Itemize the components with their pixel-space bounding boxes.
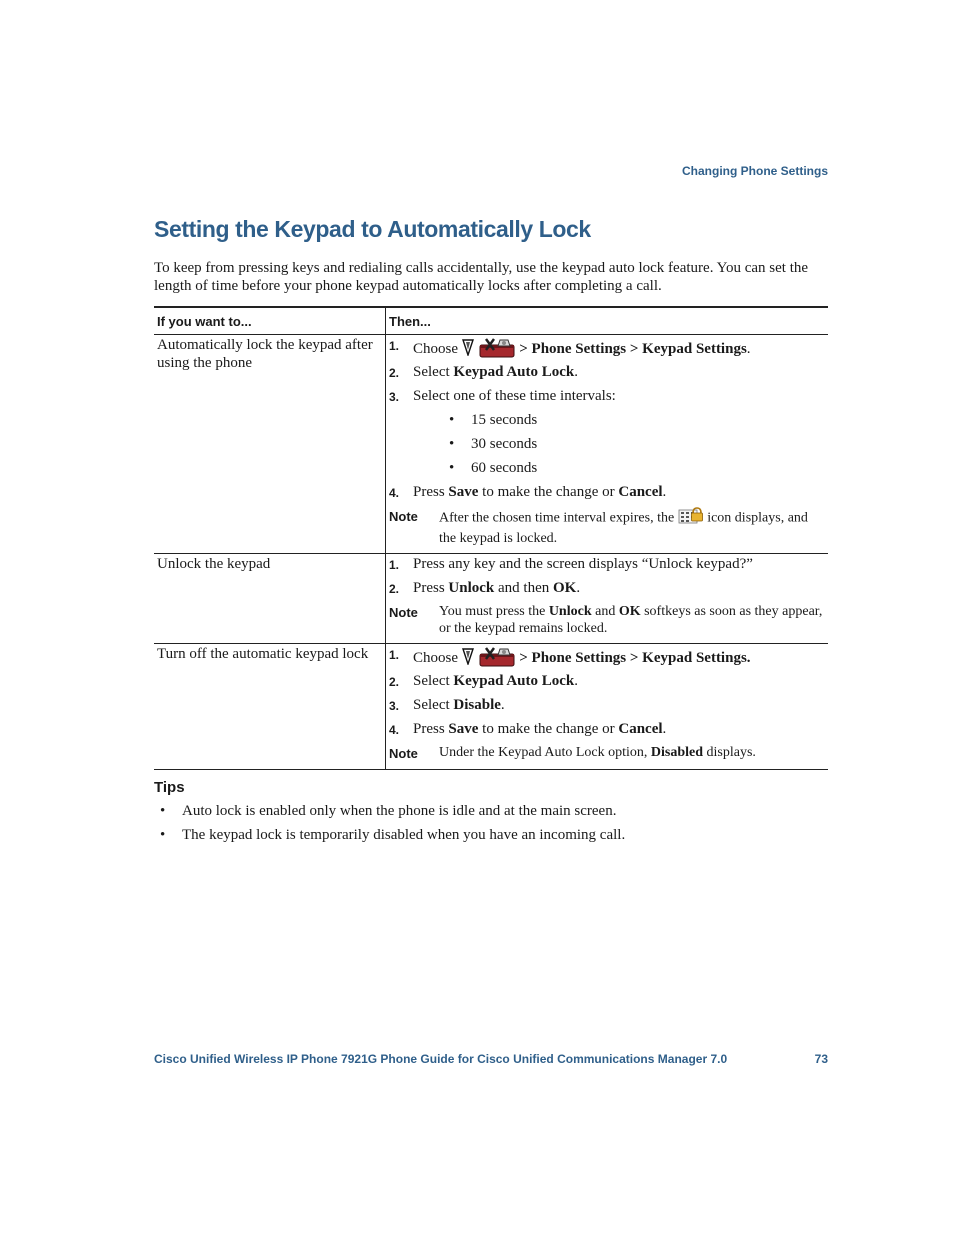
table-row — [154, 335, 828, 554]
note-text-part: After the chosen time interval expires, the — [439, 510, 675, 526]
step-text-part: Select — [413, 673, 454, 689]
interval-option — [389, 411, 824, 435]
step-bold-term: Save — [448, 721, 479, 737]
step-text: Press any key and the screen displays “Unlock keypad?” — [413, 556, 753, 572]
note-text — [439, 507, 824, 547]
interval-label: 30 seconds — [471, 436, 538, 452]
navigation-down-arrow-icon — [462, 338, 474, 361]
note-label: Note — [389, 509, 418, 524]
step-number: 1. — [389, 648, 400, 662]
step-item — [389, 483, 824, 507]
keypad-lock-icon — [678, 507, 704, 530]
step-item — [389, 720, 824, 744]
step-number: 4. — [389, 486, 400, 500]
column-header-want: If you want to... — [154, 307, 386, 335]
note-text-part: You must press the — [439, 604, 549, 619]
bullet-icon: • — [449, 412, 455, 428]
step-item — [389, 579, 824, 603]
row-task: Turn off the automatic keypad lock — [154, 644, 386, 770]
interval-option — [389, 459, 824, 483]
step-period: . — [746, 340, 751, 357]
footer-title: Cisco Unified Wireless IP Phone 7921G Phone Guide for Cisco Unified Communications Manager 7.0 — [154, 1052, 728, 1066]
note-bold-term: Unlock — [548, 604, 592, 619]
step-item — [389, 336, 824, 363]
step-bold-term: Keypad Auto Lock — [453, 673, 575, 689]
step-period: . — [500, 697, 505, 713]
note-text-part: softkeys as soon as they appear, or the keypad remains locked. — [439, 604, 823, 636]
step-choose-label: Choose — [413, 649, 458, 666]
table-row — [154, 644, 828, 770]
note-text — [439, 603, 824, 637]
settings-path: > Phone Settings > Keypad Settings. — [519, 649, 751, 666]
bullet-icon: • — [449, 436, 455, 452]
step-item — [389, 672, 824, 696]
step-number: 2. — [389, 582, 400, 596]
bullet-icon: • — [160, 803, 166, 819]
intro-paragraph: To keep from pressing keys and redialing calls accidentally, use the keypad auto lock feature. You can set the length of time before your phone keypad automatically locks after completing a call. — [154, 260, 809, 294]
row-steps — [386, 554, 829, 644]
step-item — [389, 387, 824, 411]
step-text — [413, 336, 751, 363]
interval-label: 15 seconds — [471, 412, 538, 428]
step-number: 1. — [389, 558, 400, 572]
step-bold-term: Unlock — [448, 580, 495, 596]
bullet-icon: • — [449, 460, 455, 476]
instructions-table — [154, 306, 828, 770]
column-header-then: Then... — [386, 307, 829, 335]
step-text-part: to make the change or — [478, 484, 619, 500]
step-bold-term: Disable — [453, 697, 501, 713]
step-text — [413, 645, 751, 672]
step-item — [389, 696, 824, 720]
tip-text: The keypad lock is temporarily disabled when you have an incoming call. — [182, 827, 626, 843]
list-item — [154, 803, 830, 827]
step-text-part: Press — [413, 580, 449, 596]
step-text — [413, 483, 666, 501]
interval-label: 60 seconds — [471, 460, 538, 476]
navigation-down-arrow-icon — [462, 647, 474, 670]
step-choose-label: Choose — [413, 340, 458, 357]
step-bold-term: Save — [448, 484, 479, 500]
page-title: Setting the Keypad to Automatically Lock — [154, 216, 591, 242]
table-row — [154, 554, 828, 644]
settings-toolbox-icon — [478, 645, 516, 672]
step-text — [413, 579, 580, 597]
step-number: 3. — [389, 699, 400, 713]
step-text — [413, 363, 578, 381]
row-steps — [386, 335, 829, 554]
note-block — [389, 603, 824, 637]
row-steps — [386, 644, 829, 770]
row-task: Automatically lock the keypad after using the phone — [154, 335, 386, 554]
step-text-part: Select — [413, 697, 454, 713]
step-bold-term: Keypad Auto Lock — [453, 364, 575, 380]
step-number: 2. — [389, 675, 400, 689]
step-text — [413, 720, 666, 738]
note-text-part: Under the Keypad Auto Lock option, — [439, 745, 651, 760]
tips-heading: Tips — [154, 779, 185, 796]
step-text-part: Press — [413, 721, 449, 737]
tips-list — [154, 803, 830, 851]
list-item — [154, 827, 830, 851]
step-text-part: and then — [494, 580, 553, 596]
note-block — [389, 507, 824, 547]
running-header: Changing Phone Settings — [682, 164, 828, 178]
step-text-part: to make the change or — [478, 721, 619, 737]
note-block — [389, 744, 824, 763]
step-text — [413, 672, 578, 690]
settings-path: > Phone Settings > Keypad Settings — [519, 340, 747, 357]
step-number: 2. — [389, 366, 400, 380]
note-bold-term: OK — [618, 604, 641, 619]
note-label: Note — [389, 746, 418, 761]
note-text-part: icon displays, and the keypad is locked. — [439, 510, 808, 546]
page-number: 73 — [814, 1052, 828, 1066]
settings-toolbox-icon — [478, 336, 516, 363]
step-period: . — [662, 484, 667, 500]
step-number: 4. — [389, 723, 400, 737]
note-text — [439, 744, 756, 763]
step-bold-term: Cancel — [618, 484, 663, 500]
tip-text: Auto lock is enabled only when the phone is idle and at the main screen. — [182, 803, 617, 819]
step-number: 3. — [389, 390, 400, 404]
step-text-part: Select — [413, 364, 454, 380]
step-period: . — [576, 580, 581, 596]
step-period: . — [662, 721, 667, 737]
step-period: . — [574, 364, 579, 380]
step-period: . — [574, 673, 579, 689]
step-bold-term: Cancel — [618, 721, 663, 737]
note-bold-term: Disabled — [650, 745, 704, 760]
step-item — [389, 363, 824, 387]
step-bold-term: OK — [553, 580, 577, 596]
note-text-part: displays. — [703, 745, 756, 760]
step-text — [413, 696, 505, 714]
bullet-icon: • — [160, 827, 166, 843]
note-label: Note — [389, 605, 418, 620]
step-item — [389, 555, 824, 579]
row-task: Unlock the keypad — [154, 554, 386, 644]
table-header-row — [154, 307, 828, 335]
step-number: 1. — [389, 339, 400, 353]
step-text: Select one of these time intervals: — [413, 388, 616, 404]
step-text-part: Press — [413, 484, 449, 500]
note-text-part: and — [591, 604, 619, 619]
interval-option — [389, 435, 824, 459]
step-item — [389, 645, 824, 672]
